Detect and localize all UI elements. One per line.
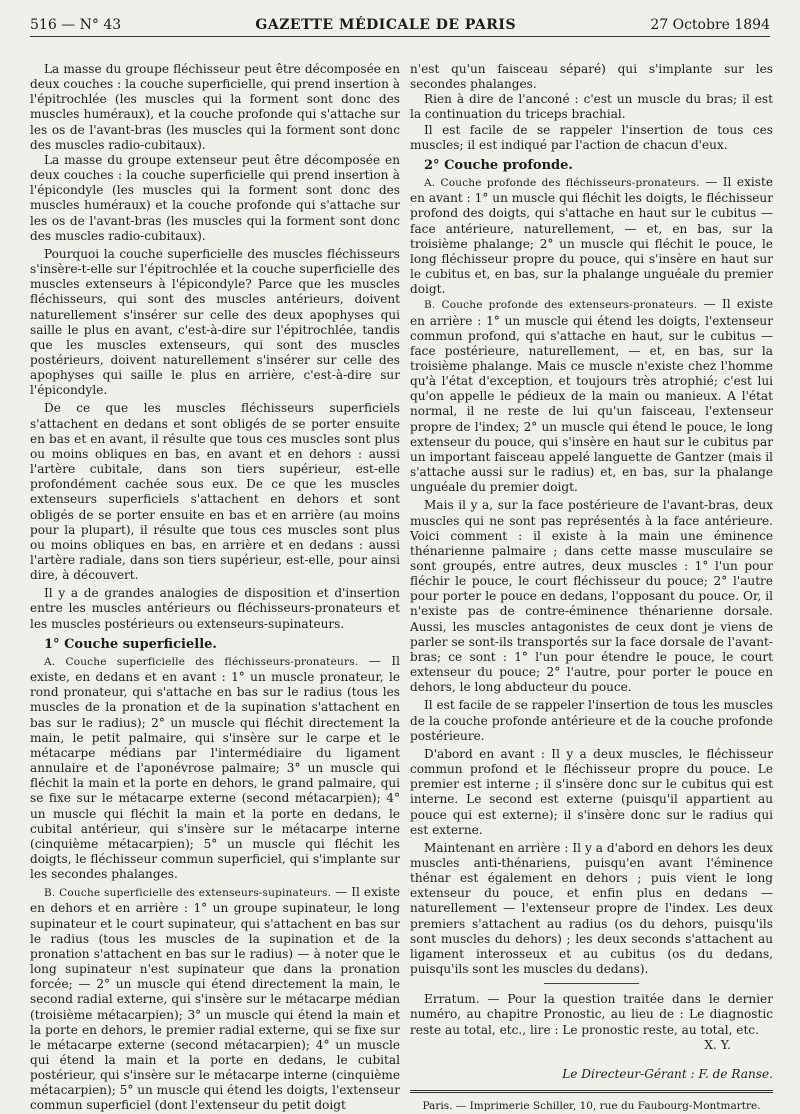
section-heading: 1° Couche superficielle. [44,636,217,652]
paragraph: Rien à dire de l'anconé : c'est un muscle du bras; il est la continuation du triceps brachial. [410,92,773,122]
paragraph: Il est facile de se rappeler l'insertion de tous les muscles de la couche profonde antérieure et de la couche profonde postérieure. [410,698,773,743]
paragraph: Il y a de grandes analogies de disposition et d'insertion entre les muscles antérieurs ou fléchisseurs-pronateurs et les muscles postérieurs ou extenseurs-supinateurs. [30,586,400,631]
page-number: 516 — N° 43 [30,17,122,33]
paragraph: Mais il y a, sur la face postérieure de l'avant-bras, deux muscles qui ne sont pas représentés à la face antérieure. Voici comment : il existe à la main une éminence thénarienne palmaire ; dans cette masse musculaire se sont groupés, entre autres, deux muscles : 1° l'un pour fléchir le pouce, le court fléchisseur du pouce; 2° l'autre pour porter le pouce en dedans, l'opposant du pouce. Or, il n'existe pas de contre-éminence thénarienne dorsale. Aussi, les muscles antagonistes de ceux dont je viens de parler se sont-ils transportés sur la face dorsale de l'avant-bras; ce sont : 1° l'un pour étendre le pouce, le court extenseur du pouce; 2° l'autre, pour porter le pouce en dehors, le long abducteur du pouce. [410,498,773,695]
subsection-title: B. Couche superficielle des extenseurs-supinateurs. [44,887,332,900]
paragraph: Pourquoi la couche superficielle des muscles fléchisseurs s'insère-t-elle sur l'épitrochlée et la couche superficielle des muscles extenseurs à l'épicondyle? Parce que les muscles fléchisseurs, qui sont des muscles antérieurs, doivent naturellement s'insérer sur celle des deux apophyses qui saille le plus en avant, c'est-à-dire sur l'épitrochlée, tandis que les muscles extenseurs, qui sont des muscles postérieurs, doivent naturellement s'insérer sur celle des apophyses qui saille le plus en arrière, c'est-à-dire sur l'épicondyle. [30,246,400,398]
paragraph: n'est qu'un faisceau séparé) qui s'implante sur les secondes phalanges. [410,62,773,92]
right-column [410,62,773,1112]
paragraph: D'abord en avant : Il y a deux muscles, le fléchisseur commun profond et le fléchisseur propre du pouce. Le premier est interne ; il s'insère donc sur le cubitus qui est interne. Le second est externe (puisqu'il appartient au pouce qui est externe); il s'insère donc sur le radius qui est externe. [410,746,773,837]
issue-date: 27 Octobre 1894 [650,17,770,33]
paragraph-text: — Il existe, en dedans et en avant : 1° un muscle pronateur, le rond pronateur, qui s'attache en bas sur le radius (tous les muscles de la pronation et de la supination s'attachent en bas sur le radius); 2° un muscle qui fléchit directement la main, le petit palmaire, qui s'insère sur le carpe et le métacarpe médians par l'intermédiaire du ligament annulaire et de l'aponévrose palmaire; 3° un muscle qui fléchit la main et la porte en dehors, le grand palmaire, qui se fixe sur le métacarpe externe (second métacarpien); 4° un muscle qui fléchit la main et la porte en dedans, le cubital antérieur, qui s'insère sur le métacarpe interne (cinquième métacarpien); 5° un muscle qui fléchit les doigts, le fléchisseur commun superficiel, qui s'implante sur les secondes phalanges. [30,653,400,882]
divider [410,1090,773,1093]
divider [544,983,639,984]
paragraph: Maintenant en arrière : Il y a d'abord en dehors les deux muscles anti-thénariens, puisqu'en avant l'éminence thénar est également en dehors ; puis vient le long extenseur du pouce, et enfin plus en dedans — naturellement — l'extenseur propre de l'index. Les deux premiers s'attachent au radius (os du dehors, puisqu'ils sont muscles du dehors) ; les deux seconds s'attachent au ligament interosseux et au cubitus (os du dedans, puisqu'ils sont les muscles du dedans). [410,840,773,977]
paragraph [410,175,773,297]
paragraph: Il est facile de se rappeler l'insertion de tous ces muscles; il est indiqué par l'action de chacun d'eux. [410,122,773,152]
erratum-signature: X. Y. [704,1037,731,1052]
paragraph-text: — Il existe en avant : 1° un muscle qui fléchit les doigts, le fléchisseur profond des doigts, qui s'attache en haut sur le cubitus — face antérieure, naturellement, — et, en bas, sur la troisième phalange; 2° un muscle qui fléchit le pouce, le long fléchisseur propre du pouce, qui s'insère en haut sur le cubitus et, en bas, sur la phalange unguéale du premier doigt. [410,175,773,297]
page-header [30,14,770,37]
paragraph: La masse du groupe fléchisseur peut être décomposée en deux couches : la couche superficielle, qui prend insertion à l'épitrochlée (les muscles qui la forment sont donc des muscles huméraux), et la couche profonde qui s'attache sur les os de l'avant-bras (les muscles qui la forment sont donc des muscles radio-cubitaux). [30,62,400,152]
paragraph: La masse du groupe extenseur peut être décomposée en deux couches : la couche superficielle qui prend insertion à l'épicondyle (les muscles qui la forment sont donc des muscles huméraux) et la couche profonde qui s'attache sur les os de l'avant-bras (les muscles qui la forment sont donc des muscles radio-cubitaux). [30,152,400,243]
paragraph [410,297,773,495]
journal-title: GAZETTE MÉDICALE DE PARIS [255,17,517,33]
director-signature: Le Directeur-Gérant : F. de Ranse. [562,1066,773,1081]
subsection-title: B. Couche profonde des extenseurs-pronateurs. [424,299,698,312]
paragraph [30,885,400,1113]
paragraph-text: — Il existe en dehors et en arrière : 1° un groupe supinateur, le long supinateur et le court supinateur, qui s'attachent en bas sur le radius (tous les muscles de la supination et de la pronation s'attachent en bas sur le radius) — à noter que le long supinateur n'est supinateur que dans la pronation forcée; — 2° un muscle qui étend directement la main, le second radial externe, qui s'insère sur le métacarpe médian (troisième métacarpien); 3° un muscle qui étend la main et la porte en dehors, le premier radial externe, qui se fixe sur le métacarpe externe (second métacarpien); 4° un muscle qui étend la main et la porte en dedans, le cubital postérieur, qui s'insère sur le métacarpe interne (cinquième métacarpien); 5° un muscle qui étend les doigts, l'extenseur commun superficiel (dont l'extenseur du petit doigt [30,885,400,1113]
printer-line: Paris. — Imprimerie Schiller, 10, rue du Faubourg-Montmartre. [422,1100,761,1112]
subsection-title: A. Couche profonde des fléchisseurs-pronateurs. [424,177,700,190]
subsection-title: A. Couche superficielle des fléchisseurs-pronateurs. [44,655,359,668]
paragraph: De ce que les muscles fléchisseurs superficiels s'attachent en dedans et sont obligés de se porter ensuite en bas et en avant, il résulte que tous ces muscles sont plus ou moins obliques en bas, en avant et en dehors : aussi l'artère cubitale, dans son tiers supérieur, est-elle profondément cachée sous eux. De ce que les muscles extenseurs superficiels s'attachent en dehors et sont obligés de se porter ensuite en bas et en arrière (au moins pour la plupart), il résulte que tous ces muscles sont plus ou moins obliques en bas, en arrière et en dedans : aussi l'artère radiale, dans son tiers supérieur, est-elle, pour ainsi dire, à découvert. [30,401,400,583]
left-column [30,62,400,1113]
erratum: Erratum. — Pour la question traitée dans le dernier numéro, au chapitre Pronostic, au lieu de : Le diagnostic reste au total, etc., lire : Le pronostic reste, au total, etc. [410,992,773,1037]
paragraph [30,654,400,882]
paragraph-text: — Il existe en arrière : 1° un muscle qui étend les doigts, l'extenseur commun profond, qui s'attache en haut, sur le cubitus — face postérieure, naturellement, — et, en bas, sur la troisième phalange. Mais ce muscle n'existe chez l'homme qu'à l'état d'exception, et toujours très atrophié; c'est lui qu'on appelle le pédieux de la main ou manieux. A l'état normal, il ne reste de lui qu'un faisceau, l'extenseur propre de l'index; 2° un muscle qui étend le pouce, le long extenseur du pouce, qui s'insère en haut sur le cubitus par un important faisceau appelé languette de Gantzer (mais il s'attache aussi sur le radius) et, en bas, sur la phalange unguéale du premier doigt. [410,297,773,495]
section-heading: 2° Couche profonde. [424,157,573,173]
